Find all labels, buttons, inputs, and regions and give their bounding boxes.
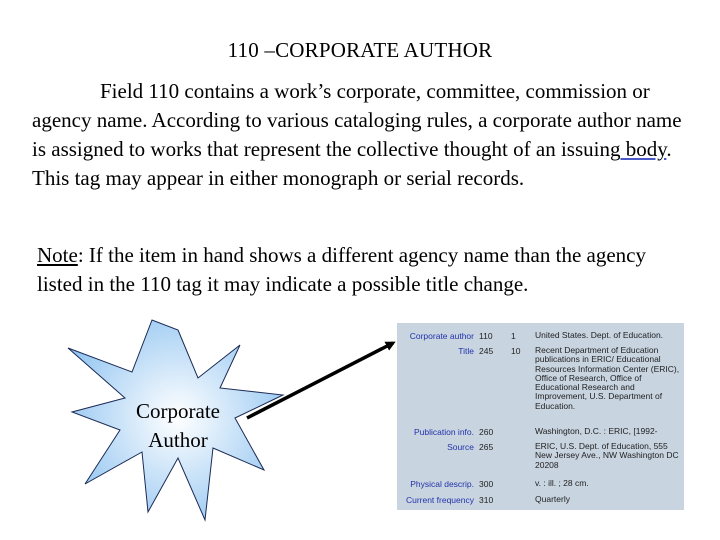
record-tag: 265: [479, 442, 494, 452]
record-label: Publication info.: [413, 427, 474, 437]
record-tag: 300: [479, 479, 494, 489]
record-label: Physical descrip.: [410, 479, 474, 489]
description-text-end: . This tag may appear in either monograph or serial records.: [32, 137, 672, 190]
record-indicator: 10: [511, 346, 521, 356]
arrow-connector: [247, 343, 393, 418]
description-text: Field 110 contains a work’s corporate, committee, commission or agency name. According to various cataloging rules, a corporate author name is assigned to works that represent the collective thought of an issuing: [32, 79, 682, 161]
starburst-line-2: Author: [148, 428, 208, 452]
record-tag: 310: [479, 495, 494, 505]
starburst-line-1: Corporate: [136, 399, 220, 423]
record-label: Current frequency: [405, 495, 474, 505]
record-tag: 245: [479, 346, 494, 356]
marc-record-screenshot: [397, 323, 684, 510]
record-value: United States. Dept. of Education.: [535, 330, 664, 340]
body-link[interactable]: body: [620, 137, 667, 161]
record-value: Washington, D.C. : ERIC, [1992-: [535, 426, 658, 436]
record-label: Source: [447, 442, 474, 452]
record-tag: 110: [479, 331, 493, 341]
record-label: Title: [458, 346, 474, 356]
page-title: 110 –CORPORATE AUTHOR: [227, 38, 493, 62]
record-value: ERIC, U.S. Dept. of Education, 555 New Jersey Ave., NW Washington DC 20208: [535, 441, 679, 470]
record-indicator: 1: [511, 331, 516, 341]
record-value: Recent Department of Education publications in ERIC/ Educational Resources Information Center (ERIC), Office of Research, Office of Educational Research and Improvement, U.S. Department of Education.: [535, 345, 680, 411]
note-label: Note: [37, 243, 78, 267]
starburst-label: [110, 397, 246, 455]
record-value: v. : ill. ; 28 cm.: [535, 478, 589, 488]
note-text: : If the item in hand shows a different agency name than the agency listed in the 110 tag it may indicate a possible title change.: [37, 243, 646, 296]
record-value: Quarterly: [535, 494, 570, 504]
record-label: Corporate author: [409, 331, 474, 341]
record-tag: 260: [479, 427, 494, 437]
